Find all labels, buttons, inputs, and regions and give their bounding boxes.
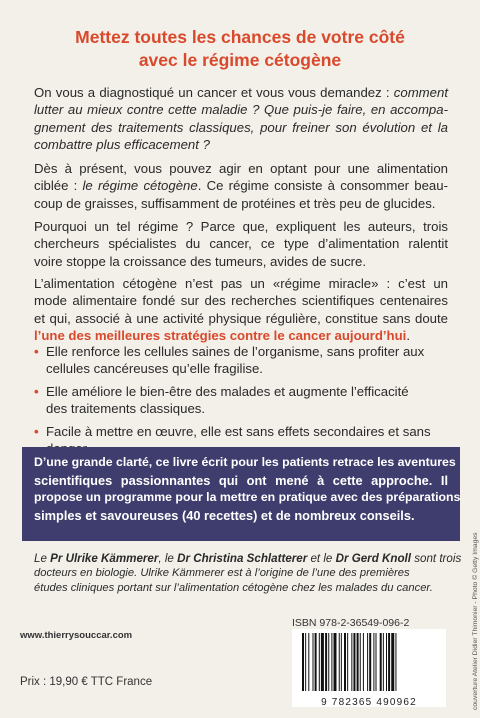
bullet-icon: • bbox=[34, 344, 39, 359]
bullet-list bbox=[34, 343, 448, 462]
barcode-icon bbox=[292, 629, 446, 695]
bullet-icon: • bbox=[34, 423, 39, 439]
publisher-website: www.thierrysouccar.com bbox=[20, 630, 133, 641]
paragraph-3: Pourquoi un tel régime ? Parce que, expliquent les auteurs, trois chercheurs spécialistes du cancer, ce type d’alimentation ralentit voire stoppe la croissance des tumeurs, avides de sucre. bbox=[34, 219, 448, 269]
summary-box: D’une grande clarté, ce livre écrit pour les patients retrace les aventures scientifiques passionnantes qui ont mené à cette approche. Il propose un programme pour la mettre en pratique avec des préparations simples et savoureuses (40 recettes) et de nombreux conseils. bbox=[22, 447, 460, 541]
bullet-icon: • bbox=[34, 383, 39, 399]
author-name: Dr Gerd Knoll bbox=[335, 552, 411, 565]
bullet-item: • Facile à mettre en œuvre, elle est sans effets secondaires et sans bbox=[34, 423, 431, 439]
paragraph-2: Dès à présent, vous pouvez agir en optant pour une alimentation ciblée : le régime cétogène. Ce régime consiste à consommer beau- coup de graisses, suffisamment de protéines et très peu de glucides. bbox=[34, 161, 448, 211]
cover-credits: couverture Atelier Didier Thimonier - Photo © Getty Images bbox=[472, 532, 479, 710]
headline-line-2: avec le régime cétogène bbox=[138, 50, 342, 70]
author-name: Dr Christina Schlatterer bbox=[177, 552, 308, 565]
intro-paragraph: On vous a diagnostiqué un cancer et vous vous demandez : comment lutter au mieux contre cette maladie ? Que puis-je faire, en accompa- gnement des traitements classiques, pour freiner son évolution et la combattre plus efficacement ? bbox=[34, 85, 448, 153]
author-name: Pr Ulrike Kämmerer bbox=[50, 552, 159, 565]
author-bio: Le Pr Ulrike Kämmerer, le Dr Christina Schlatterer et le Dr Gerd Knoll sont trois docteurs en biologie. Ulrike Kämmerer est à l’origine de l’une des premières études cliniques portant sur l’alimentation cétogène chez les malades du cancer. bbox=[34, 552, 462, 595]
headline bbox=[20, 26, 460, 72]
barcode-number: 9 782365 490962 bbox=[321, 697, 417, 708]
price: Prix : 19,90 € TTC France bbox=[20, 676, 153, 688]
isbn: ISBN 978-2-36549-096-2 bbox=[292, 617, 410, 629]
headline-line-1: Mettez toutes les chances de votre côté bbox=[75, 27, 405, 47]
bullet-item: • Elle améliore le bien-être des malades et augmente l’efficacité des traitements classiques. bbox=[34, 383, 409, 417]
bullet-item: • Elle renforce les cellules saines de l’organisme, sans profiter aux cellules cancéreuses qu’elle fragilise. bbox=[34, 344, 425, 377]
barcode bbox=[292, 629, 446, 707]
paragraph-4: L’alimentation cétogène n’est pas un «régime miracle» : c’est un mode alimentaire fondé sur des recherches scientifiques centenaires et qui, associé à une activité physique régulière, constitue sans doute l’une des meilleures stratégies contre le cancer aujourd’hui. bbox=[34, 276, 448, 344]
